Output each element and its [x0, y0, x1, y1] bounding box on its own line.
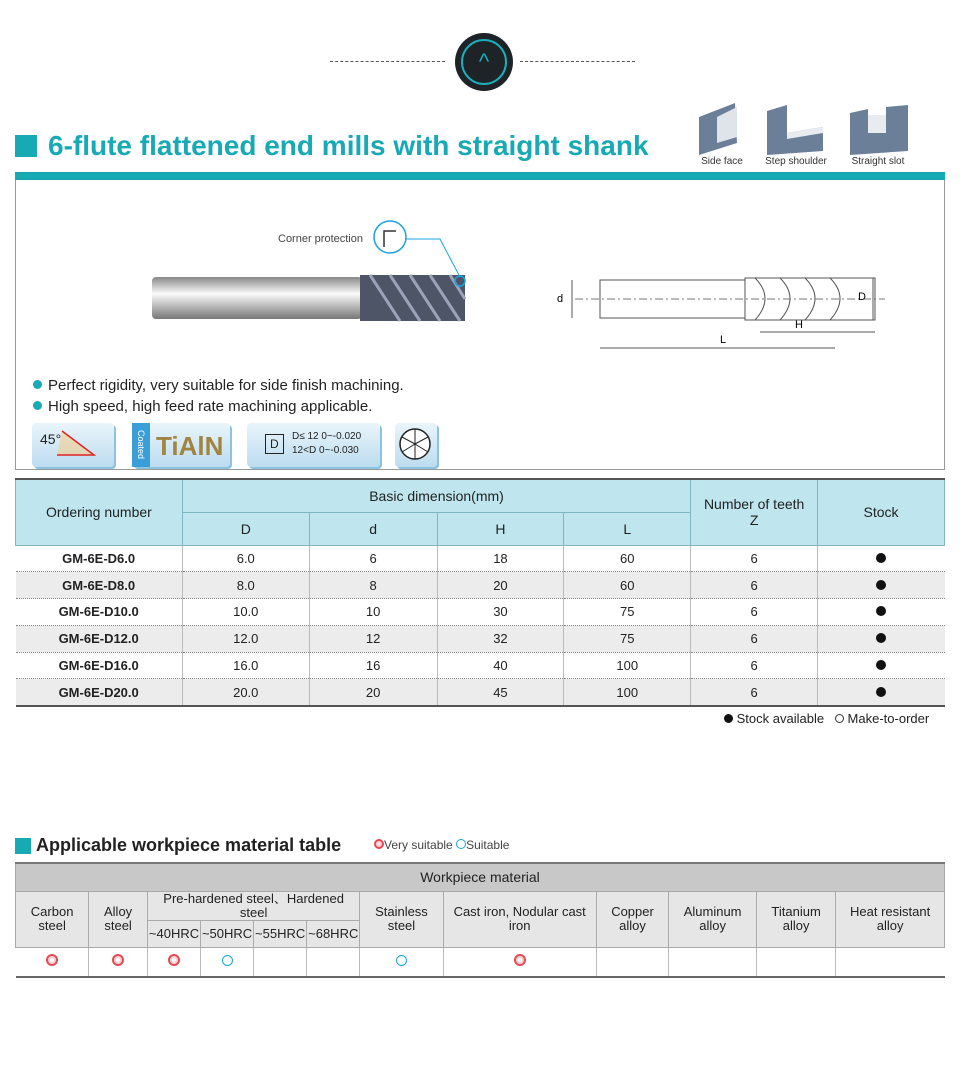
feature-item: Perfect rigidity, very suitable for side finish machining.	[33, 377, 404, 394]
mat-col: ~50HRC	[201, 921, 254, 948]
dimension-drawing	[555, 270, 885, 355]
table-row	[16, 652, 945, 679]
material-table	[15, 862, 945, 978]
table-cell: 6	[691, 652, 818, 679]
col-d: d	[309, 512, 437, 545]
very-suitable-icon	[168, 954, 180, 966]
make-to-order-icon	[835, 714, 844, 723]
table-cell: 20	[309, 679, 437, 706]
table-cell: 30	[437, 599, 564, 626]
table-row	[16, 599, 945, 626]
table-cell: 6	[309, 545, 437, 572]
scroll-top-button[interactable]	[455, 33, 513, 91]
table-cell: 6	[691, 625, 818, 652]
table-cell: 20	[437, 572, 564, 599]
mat-col: Cast iron, Nodular cast iron	[443, 891, 596, 948]
divider-right	[520, 61, 635, 62]
stock-cell	[818, 679, 945, 706]
suitability-cell	[89, 948, 148, 977]
col-teeth	[691, 479, 818, 545]
table-cell: 16	[309, 652, 437, 679]
suitability-cell	[307, 948, 360, 977]
tolerance-line: D≤ 12 0~-0.020	[292, 431, 362, 442]
table-cell: GM-6E-D6.0	[16, 545, 183, 572]
suitability-cell	[756, 948, 835, 977]
coating-badge	[132, 423, 230, 467]
legend-very-suitable: Very suitable	[384, 838, 453, 852]
teeth-label: Number of teeth	[703, 496, 805, 513]
hardened-steel-group: Pre-hardened steel、Hardened steel	[147, 891, 359, 921]
table-cell: 12.0	[182, 625, 309, 652]
table-cell: 8.0	[182, 572, 309, 599]
tolerance-d-label: D	[265, 434, 284, 454]
mat-col: Copper alloy	[596, 891, 669, 948]
very-suitable-icon	[46, 954, 58, 966]
suitability-cell	[360, 948, 443, 977]
table-cell: 6.0	[182, 545, 309, 572]
mat-col: ~40HRC	[147, 921, 200, 948]
table-cell: 45	[437, 679, 564, 706]
col-H: H	[437, 512, 564, 545]
stock-available-icon	[876, 633, 886, 643]
table-cell: 75	[564, 625, 691, 652]
suitability-cell	[596, 948, 669, 977]
table-cell: 18	[437, 545, 564, 572]
suitability-cell	[836, 948, 945, 977]
table-cell: 6	[691, 679, 818, 706]
spec-table	[15, 478, 945, 707]
table-cell: 75	[564, 599, 691, 626]
divider-left	[330, 61, 445, 62]
stock-cell	[818, 652, 945, 679]
col-ordering-number: Ordering number	[16, 479, 183, 545]
material-title: Applicable workpiece material table	[36, 835, 342, 855]
dim-d: d	[557, 293, 564, 305]
stock-legend	[724, 711, 929, 726]
stock-available-icon	[876, 606, 886, 616]
table-cell: GM-6E-D10.0	[16, 599, 183, 626]
suitable-icon	[222, 955, 233, 966]
tolerance-badge	[247, 423, 380, 467]
table-row	[16, 572, 945, 599]
table-cell: GM-6E-D12.0	[16, 625, 183, 652]
table-cell: 10	[309, 599, 437, 626]
step-shoulder-icon	[765, 103, 823, 155]
stock-cell	[818, 599, 945, 626]
stock-available-icon	[876, 687, 886, 697]
table-cell: 6	[691, 545, 818, 572]
stock-cell	[818, 625, 945, 652]
material-legend	[374, 838, 509, 852]
table-cell: 6	[691, 599, 818, 626]
legend-suitable: Suitable	[466, 838, 510, 852]
table-cell: 100	[564, 652, 691, 679]
table-cell: GM-6E-D20.0	[16, 679, 183, 706]
mat-col: Heat resistant alloy	[836, 891, 945, 948]
table-cell: 100	[564, 679, 691, 706]
suitable-icon	[456, 839, 466, 849]
dim-H: H	[795, 319, 803, 331]
table-row	[16, 679, 945, 706]
dim-D: D	[858, 291, 866, 303]
straight-slot-icon	[850, 103, 908, 155]
dim-L: L	[720, 334, 727, 346]
helix-45-badge	[32, 423, 114, 467]
table-cell: 32	[437, 625, 564, 652]
legend-order: Make-to-order	[847, 711, 930, 726]
caret-up-icon: ^	[461, 39, 507, 85]
stock-available-icon	[876, 580, 886, 590]
table-cell: 20.0	[182, 679, 309, 706]
mat-col: Aluminum alloy	[669, 891, 757, 948]
table-cell: 12	[309, 625, 437, 652]
table-cell: 60	[564, 545, 691, 572]
app-label: Step shoulder	[765, 156, 827, 167]
stock-available-icon	[876, 553, 886, 563]
col-stock: Stock	[818, 479, 945, 545]
end-mill-image	[150, 215, 480, 325]
legend-available: Stock available	[736, 711, 825, 726]
col-basic-dimension: Basic dimension(mm)	[182, 479, 690, 512]
mat-col: Carbon steel	[16, 891, 89, 948]
teeth-sub-label: Z	[749, 512, 759, 529]
table-cell: 8	[309, 572, 437, 599]
corner-protection-label: Corner protection	[278, 233, 363, 245]
side-face-icon	[695, 103, 753, 155]
very-suitable-icon	[514, 954, 526, 966]
stock-available-icon	[724, 714, 733, 723]
mat-col: Alloy steel	[89, 891, 148, 948]
table-cell: GM-6E-D8.0	[16, 572, 183, 599]
col-D: D	[182, 512, 309, 545]
title-marker	[15, 135, 37, 157]
table-cell: 10.0	[182, 599, 309, 626]
suitability-cell	[443, 948, 596, 977]
coated-label: Coated	[132, 423, 150, 467]
table-cell: 60	[564, 572, 691, 599]
table-cell: 40	[437, 652, 564, 679]
suitability-cell	[669, 948, 757, 977]
suitable-icon	[396, 955, 407, 966]
stock-available-icon	[876, 660, 886, 670]
workpiece-material-header: Workpiece material	[16, 863, 945, 891]
table-row	[16, 545, 945, 572]
suitability-cell	[254, 948, 307, 977]
stock-cell	[818, 572, 945, 599]
table-cell: GM-6E-D16.0	[16, 652, 183, 679]
col-L: L	[564, 512, 691, 545]
app-label: Straight slot	[851, 156, 905, 167]
feature-item: High speed, high feed rate machining applicable.	[33, 398, 372, 415]
helix-angle-label: 45°	[40, 431, 62, 447]
tolerance-line: 12<D 0~-0.030	[292, 445, 359, 456]
suitability-cell	[147, 948, 200, 977]
very-suitable-icon	[374, 839, 384, 849]
suitability-cell	[201, 948, 254, 977]
coating-name: TiAlN	[156, 431, 224, 461]
six-flute-section-icon	[395, 423, 437, 467]
page-title: 6-flute flattened end mills with straight shank	[48, 130, 649, 161]
table-row	[16, 625, 945, 652]
mat-col: Stainless steel	[360, 891, 443, 948]
mat-col: ~55HRC	[254, 921, 307, 948]
table-cell: 16.0	[182, 652, 309, 679]
mat-col: ~68HRC	[307, 921, 360, 948]
suitability-cell	[16, 948, 89, 977]
section-marker	[15, 838, 31, 854]
app-label: Side face	[701, 156, 743, 167]
mat-col: Titanium alloy	[756, 891, 835, 948]
stock-cell	[818, 545, 945, 572]
table-cell: 6	[691, 572, 818, 599]
very-suitable-icon	[112, 954, 124, 966]
title-bar	[15, 172, 945, 180]
